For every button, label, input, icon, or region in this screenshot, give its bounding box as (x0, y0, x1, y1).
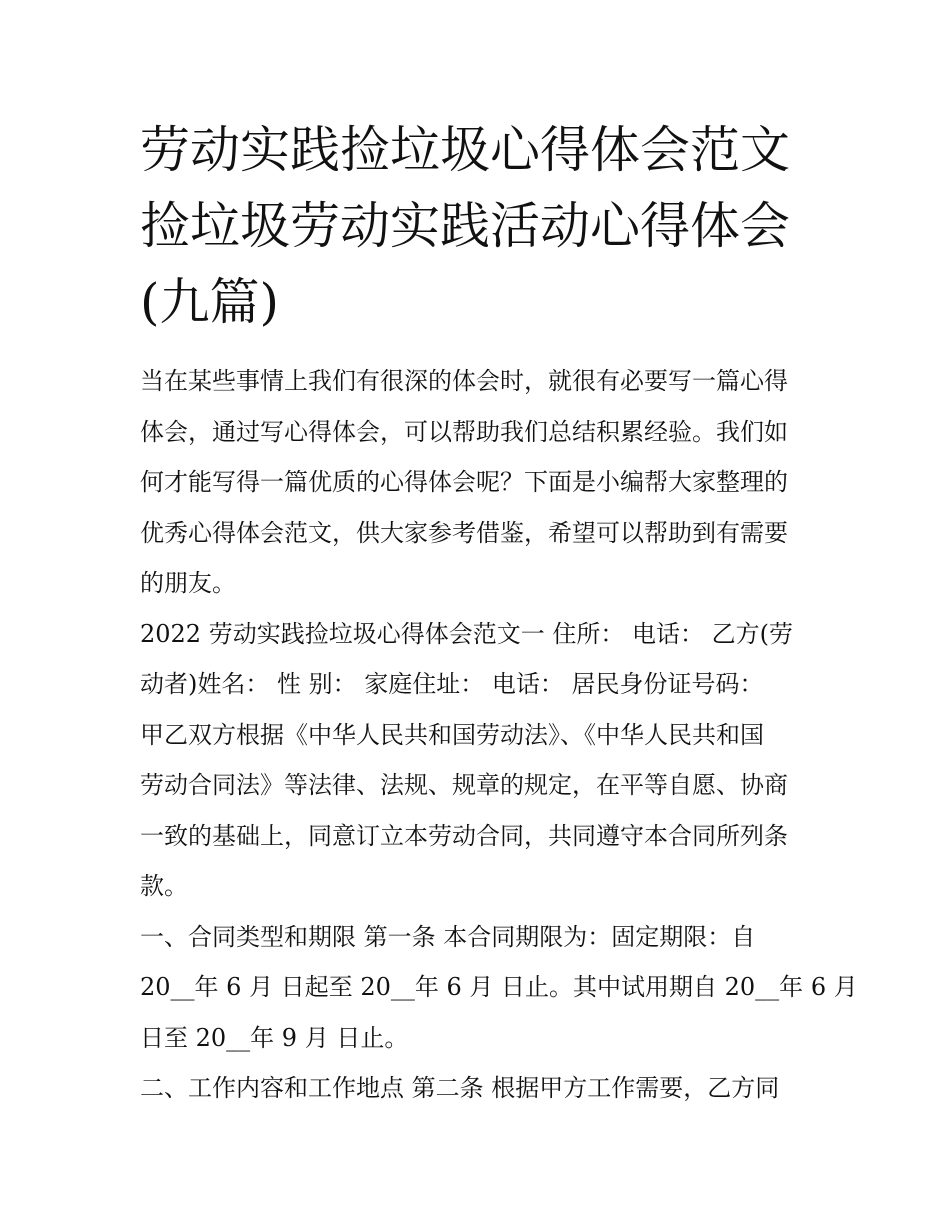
text-line: 款。 (140, 872, 188, 900)
intro-paragraph (140, 356, 812, 609)
text-line: 的朋友。 (140, 569, 236, 597)
document-title (140, 112, 812, 340)
text-line: 一、合同类型和期限 第一条 本合同期限为：固定期限：自 (140, 922, 756, 951)
text-line: 一致的基础上，同意订立本劳动合同，共同遵守本合同所列条 (140, 821, 788, 850)
text-line: 当在某些事情上我们有很深的体会时，就很有必要写一篇心得 (140, 367, 788, 395)
text-line: 优秀心得体会范文，供大家参考借鉴，希望可以帮助到有需要 (140, 518, 788, 547)
contract-header-paragraph (140, 609, 812, 710)
document-page (140, 112, 858, 1114)
text-line: 2022 劳动实践捡垃圾心得体会范文一 住所： 电话： 乙方(劳 (140, 619, 793, 648)
title-line: 捡垃圾劳动实践活动心得体会 (140, 197, 790, 255)
text-line: 劳动合同法》等法律、法规、规章的规定，在平等自愿、协商 (140, 771, 788, 799)
title-line: 劳动实践捡垃圾心得体会范文 (140, 121, 790, 179)
document-body (140, 356, 858, 1114)
work-content-paragraph (140, 1063, 812, 1114)
text-line: 20__年 6 月 日起至 20__年 6 月 日止。其中试用期自 20__年 6 月 (140, 973, 858, 1001)
text-line: 体会，通过写心得体会，可以帮助我们总结积累经验。我们如 (140, 417, 788, 446)
contract-basis-paragraph (140, 710, 812, 912)
text-line: 动者)姓名： 性 别： 家庭住址： 电话： 居民身份证号码： (140, 670, 764, 698)
contract-term-paragraph (140, 912, 858, 1064)
text-line: 甲乙双方根据《中华人民共和国劳动法》、《中华人民共和国 (140, 720, 764, 749)
text-line: 何才能写得一篇优质的心得体会呢？下面是小编帮大家整理的 (140, 468, 788, 496)
text-line: 二、工作内容和工作地点 第二条 根据甲方工作需要，乙方同 (140, 1074, 780, 1102)
title-line: (九篇) (140, 273, 280, 331)
text-line: 日至 20__年 9 月 日止。 (140, 1023, 409, 1052)
